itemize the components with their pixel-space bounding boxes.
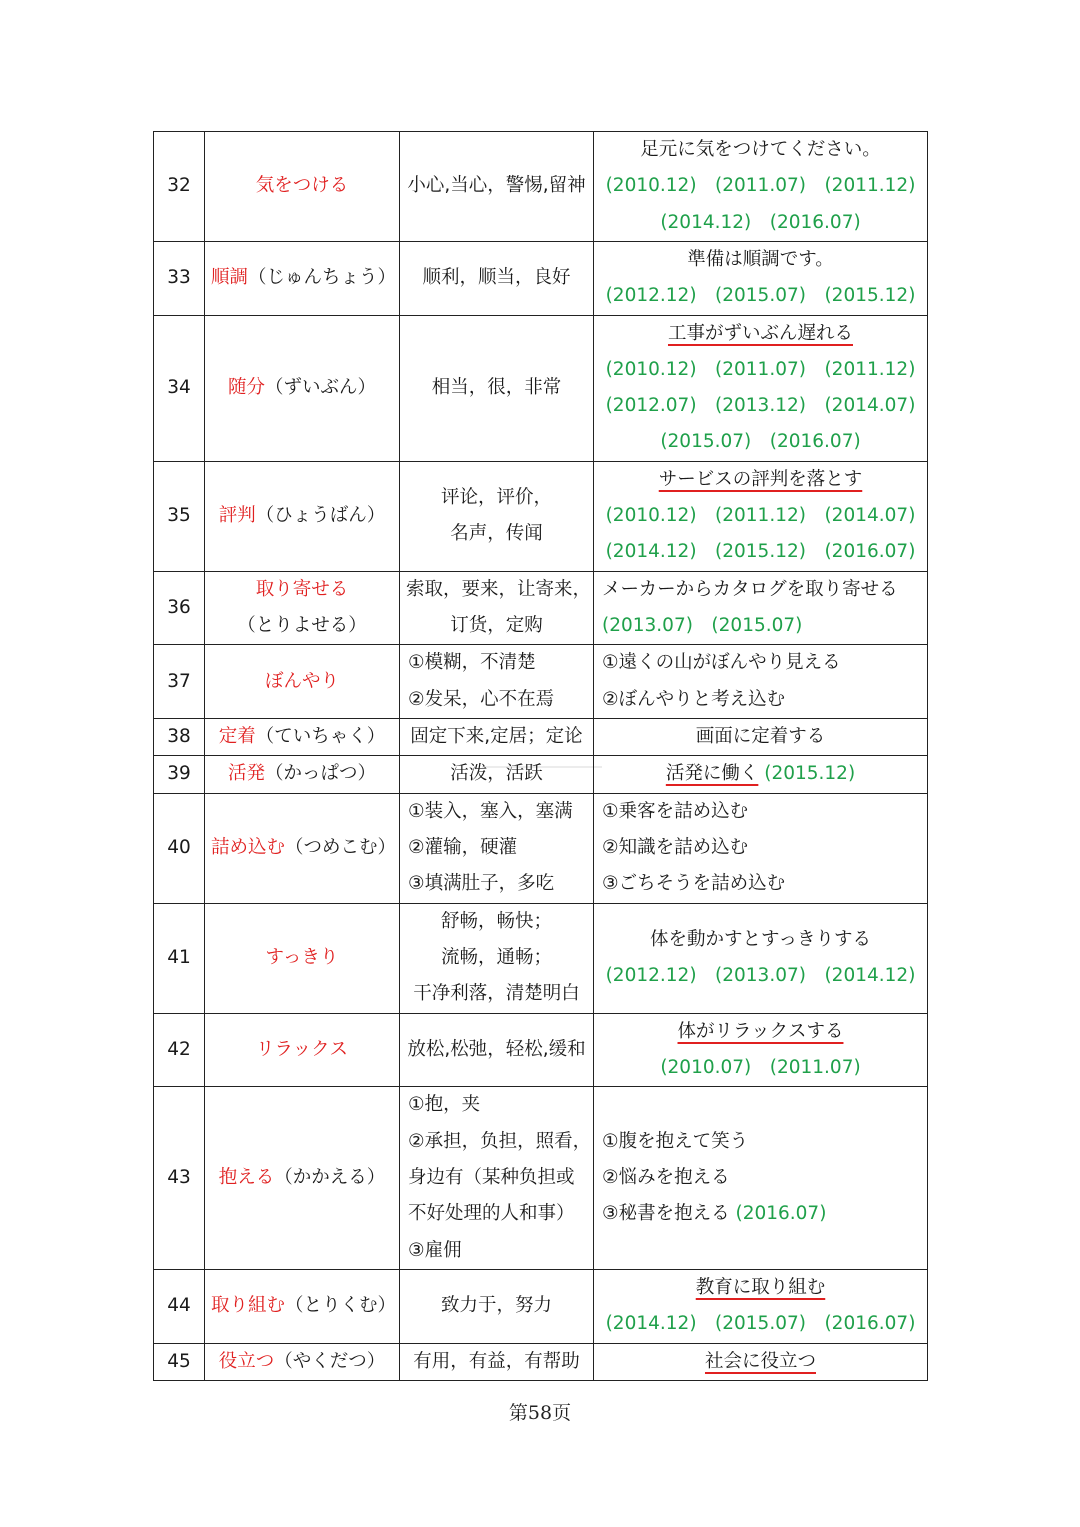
meaning-line: 相当，很，非常	[431, 377, 562, 399]
word-kanji: すっきり	[265, 946, 339, 968]
word-kanji: 詰め込む	[211, 836, 286, 858]
word-reading: （とりくむ）	[285, 1295, 397, 1317]
meaning-line: ③填满肚子，多吃	[408, 873, 555, 895]
word-reading: （やくだつ）	[274, 1350, 386, 1372]
word-kanji: 取り組む	[211, 1295, 286, 1317]
exam-years: (2010.07) (2011.07)	[660, 1056, 861, 1078]
row-number: 44	[154, 1270, 205, 1344]
word-kanji: 抱える	[218, 1167, 275, 1188]
meaning-line: 顺利，顺当，良好	[422, 267, 571, 289]
word-cell	[205, 1013, 400, 1087]
word-cell	[205, 1087, 400, 1270]
meaning-line: ②灌输，硬灌	[408, 836, 518, 858]
word-kanji: 定着	[218, 725, 256, 747]
example-sentence: 工事がずいぶん遅れる	[667, 322, 853, 344]
meaning-line: 评论，评价，	[440, 486, 552, 508]
word-cell	[205, 645, 400, 719]
word-cell	[205, 718, 400, 755]
word-reading: （ずいぶん）	[265, 377, 377, 399]
example-sentence: ③秘書を抱える	[602, 1203, 730, 1225]
example-cell	[594, 756, 928, 793]
word-cell	[205, 1343, 400, 1380]
table-row	[154, 242, 928, 316]
exam-years: (2014.12) (2016.07)	[660, 211, 861, 233]
meaning-line: ①模糊，不清楚	[408, 652, 536, 674]
meaning-line: 固定下来,定居；定论	[410, 725, 583, 747]
example-sentence: ②知識を詰め込む	[602, 836, 749, 858]
exam-years: (2012.12) (2013.07) (2014.12)	[605, 965, 916, 987]
exam-years: (2014.12) (2015.12) (2016.07)	[605, 541, 916, 563]
example-sentence: 教育に取り組む	[695, 1277, 826, 1299]
meaning-cell	[400, 1087, 594, 1270]
word-cell	[205, 756, 400, 793]
word-reading: （かっぱつ）	[265, 763, 377, 785]
example-sentence: ①遠くの山がぼんやり見える	[602, 652, 841, 674]
row-number: 32	[154, 132, 205, 242]
exam-years: (2010.12) (2011.07) (2011.12)	[605, 358, 916, 380]
example-cell	[594, 1270, 928, 1344]
example-cell	[594, 1013, 928, 1087]
word-kanji: ぼんやり	[264, 670, 339, 692]
meaning-cell	[400, 1343, 594, 1380]
row-number: 41	[154, 903, 205, 1013]
meaning-line: 不好处理的人和事）	[408, 1203, 575, 1225]
example-sentence: 準備は順調です。	[687, 249, 834, 270]
table-row	[154, 1270, 928, 1344]
table-row	[154, 645, 928, 719]
meaning-line: 流畅，通畅；	[440, 946, 552, 968]
meaning-cell	[400, 1270, 594, 1344]
exam-years: (2010.12) (2011.12) (2014.07)	[605, 505, 916, 527]
row-number: 35	[154, 461, 205, 571]
word-reading: （ていちゃく）	[255, 725, 386, 747]
row-number: 38	[154, 718, 205, 755]
meaning-line: 有用，有益，有帮助	[413, 1350, 580, 1372]
word-reading: （じゅんちょう）	[248, 267, 397, 289]
row-number: 39	[154, 756, 205, 793]
exam-years: (2014.12) (2015.07) (2016.07)	[605, 1313, 916, 1335]
example-sentence: 体がリラックスする	[677, 1020, 844, 1042]
example-sentence: ③ごちそうを詰め込む	[602, 873, 786, 895]
row-number: 40	[154, 793, 205, 903]
meaning-cell	[400, 315, 594, 461]
table-row	[154, 461, 928, 571]
meaning-line: 索取，要来，让寄来，	[406, 578, 592, 600]
row-number: 33	[154, 242, 205, 316]
example-cell	[594, 1343, 928, 1380]
word-reading: （とりよせる）	[237, 615, 367, 637]
word-kanji: 順調	[211, 267, 249, 289]
example-cell	[594, 1087, 928, 1270]
table-row	[154, 315, 928, 461]
page-number: 第58页	[508, 1402, 572, 1424]
meaning-line: ①抱，夹	[408, 1094, 481, 1116]
example-cell	[594, 571, 928, 645]
meaning-line: 名声，传闻	[450, 523, 543, 545]
table-row	[154, 718, 928, 755]
word-cell	[205, 315, 400, 461]
word-cell	[205, 903, 400, 1013]
example-cell	[594, 903, 928, 1013]
word-reading: （ひょうばん）	[255, 505, 386, 527]
word-reading: （つめこむ）	[285, 836, 397, 858]
example-sentence: 活発に働く	[665, 763, 759, 785]
vocab-table	[153, 131, 928, 1381]
example-cell	[594, 461, 928, 571]
word-cell	[205, 461, 400, 571]
meaning-line: ②发呆，心不在焉	[408, 688, 555, 710]
word-kanji: 評判	[218, 505, 256, 527]
example-cell	[594, 132, 928, 242]
meaning-line: 致力于，努力	[440, 1295, 552, 1317]
meaning-cell	[400, 461, 594, 571]
exam-years: (2015.12)	[764, 763, 856, 785]
exam-years: (2016.07)	[735, 1203, 827, 1225]
meaning-line: 订货，定购	[450, 615, 543, 637]
example-sentence: ①乗客を詰め込む	[602, 800, 749, 822]
word-cell	[205, 571, 400, 645]
meaning-line: 小心,当心，警惕,留神	[407, 175, 586, 197]
word-reading: （かかえる）	[274, 1167, 386, 1188]
example-sentence: サービスの評判を落とす	[658, 468, 863, 490]
exam-years: (2010.12) (2011.07) (2011.12)	[605, 175, 916, 197]
meaning-cell	[400, 571, 594, 645]
meaning-cell	[400, 793, 594, 903]
meaning-cell	[400, 1013, 594, 1087]
meaning-cell	[400, 903, 594, 1013]
example-sentence: 足元に気をつけてください。	[640, 139, 881, 161]
meaning-cell	[400, 756, 594, 793]
word-kanji: 役立つ	[218, 1350, 275, 1372]
meaning-line: ②承担，负担，照看，	[408, 1130, 592, 1152]
row-number: 36	[154, 571, 205, 645]
meaning-cell	[400, 718, 594, 755]
word-kanji: リラックス	[256, 1038, 348, 1060]
meaning-cell	[400, 645, 594, 719]
meaning-cell	[400, 132, 594, 242]
row-number: 43	[154, 1087, 205, 1270]
row-number: 45	[154, 1343, 205, 1380]
table-row	[154, 1343, 928, 1380]
exam-years: (2015.07) (2016.07)	[660, 431, 861, 453]
example-cell	[594, 315, 928, 461]
word-cell	[205, 132, 400, 242]
word-kanji: 活発	[227, 763, 265, 785]
meaning-line: 活泼，活跃	[450, 763, 543, 785]
meaning-line: 身边有（某种负担或	[408, 1167, 575, 1188]
table-row	[154, 571, 928, 645]
meaning-line: ①装入，塞入，塞满	[408, 800, 573, 822]
word-cell	[205, 1270, 400, 1344]
meaning-cell	[400, 242, 594, 316]
example-sentence: ②悩みを抱える	[602, 1167, 730, 1188]
exam-years: (2012.07) (2013.12) (2014.07)	[605, 395, 916, 417]
table-row	[154, 793, 928, 903]
word-cell	[205, 793, 400, 903]
row-number: 37	[154, 645, 205, 719]
example-sentence: 体を動かすとすっきりする	[650, 928, 871, 950]
table-row	[154, 903, 928, 1013]
word-kanji: 気をつける	[255, 175, 349, 197]
example-cell	[594, 242, 928, 316]
table-row	[154, 132, 928, 242]
meaning-line: 放松,松弛，轻松,缓和	[407, 1038, 586, 1060]
example-sentence: ②ぼんやりと考え込む	[602, 688, 786, 710]
word-kanji: 取り寄せる	[255, 578, 349, 600]
table-row	[154, 756, 928, 793]
exam-years: (2012.12) (2015.07) (2015.12)	[605, 285, 916, 307]
example-sentence: 社会に役立つ	[704, 1350, 816, 1372]
example-sentence: ①腹を抱えて笑う	[602, 1130, 749, 1152]
exam-years: (2013.07) (2015.07)	[602, 615, 803, 637]
word-kanji: 随分	[227, 377, 265, 399]
meaning-line: 舒畅，畅快；	[440, 910, 552, 932]
example-cell	[594, 718, 928, 755]
row-number: 42	[154, 1013, 205, 1087]
example-cell	[594, 645, 928, 719]
table-row	[154, 1087, 928, 1270]
example-sentence: メーカーからカタログを取り寄せる	[602, 578, 898, 600]
example-sentence: 画面に定着する	[695, 725, 826, 747]
meaning-line: 干净利落，清楚明白	[413, 983, 580, 1005]
meaning-line: ③雇佣	[408, 1239, 462, 1261]
example-cell	[594, 793, 928, 903]
word-cell	[205, 242, 400, 316]
row-number: 34	[154, 315, 205, 461]
table-row	[154, 1013, 928, 1087]
